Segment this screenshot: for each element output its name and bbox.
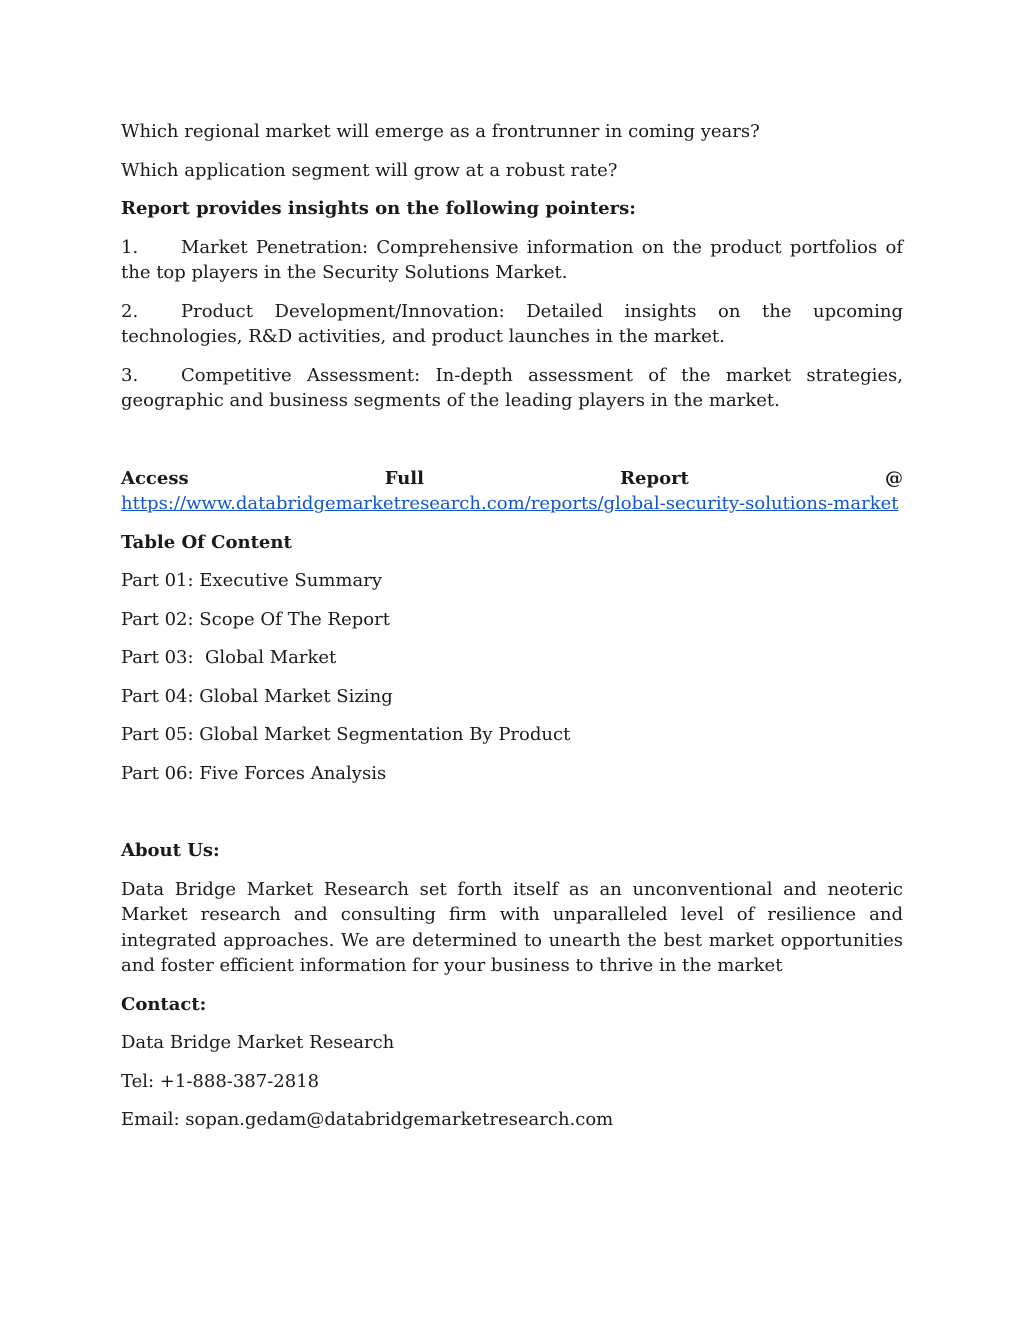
insight-item-1 (121, 235, 903, 286)
insight-number: 1. (121, 236, 139, 258)
question-regional: Which regional market will emerge as a frontrunner in coming years? (121, 121, 760, 142)
insights-heading: Report provides insights on the following pointers: (121, 198, 636, 219)
insight-item-3 (121, 363, 903, 414)
toc-item-02: Part 02: Scope Of The Report (121, 608, 390, 630)
contact-tel: Tel: +1-888-387-2818 (121, 1070, 320, 1092)
toc-item-05: Part 05: Global Market Segmentation By Product (121, 724, 571, 745)
toc-heading: Table Of Content (121, 531, 292, 553)
contact-company: Data Bridge Market Research (121, 1032, 395, 1053)
document-page (121, 119, 903, 1146)
insight-number: 3. (121, 364, 139, 386)
insight-number: 2. (121, 300, 139, 322)
question-application: Which application segment will grow at a robust rate? (121, 159, 618, 181)
toc-item-03: Part 03: Global Market (121, 647, 337, 668)
contact-heading: Contact: (121, 993, 207, 1015)
toc-item-06: Part 06: Five Forces Analysis (121, 762, 387, 784)
toc-item-01: Part 01: Executive Summary (121, 570, 382, 591)
contact-email: Email: sopan.gedam@databridgemarketresearch.com (121, 1109, 614, 1130)
insight-text: Product Development/Innovation: Detailed insights on the upcoming technologies, R&D activities, and product launches in the market. (121, 300, 903, 347)
access-label: Access Full Report @ (121, 467, 903, 489)
insight-text: Competitive Assessment: In-depth assessment of the market strategies, geographic and business segments of the leading players in the market. (121, 364, 903, 411)
toc-item-04: Part 04: Global Market Sizing (121, 685, 393, 707)
about-heading: About Us: (121, 840, 220, 861)
about-text: Data Bridge Market Research set forth itself as an unconventional and neoteric Market research and consulting firm with unparalleled level of resilience and integrated approaches. We are determined to unearth the best market opportunities and foster efficient information for your business to thrive in the market (121, 878, 903, 976)
access-full-report (121, 466, 903, 517)
insight-item-2 (121, 299, 903, 350)
report-link[interactable]: https://www.databridgemarketresearch.com/reports/global-security-solutions-market (121, 493, 899, 514)
insight-text: Market Penetration: Comprehensive information on the product portfolios of the top players in the Security Solutions Market. (121, 236, 903, 283)
